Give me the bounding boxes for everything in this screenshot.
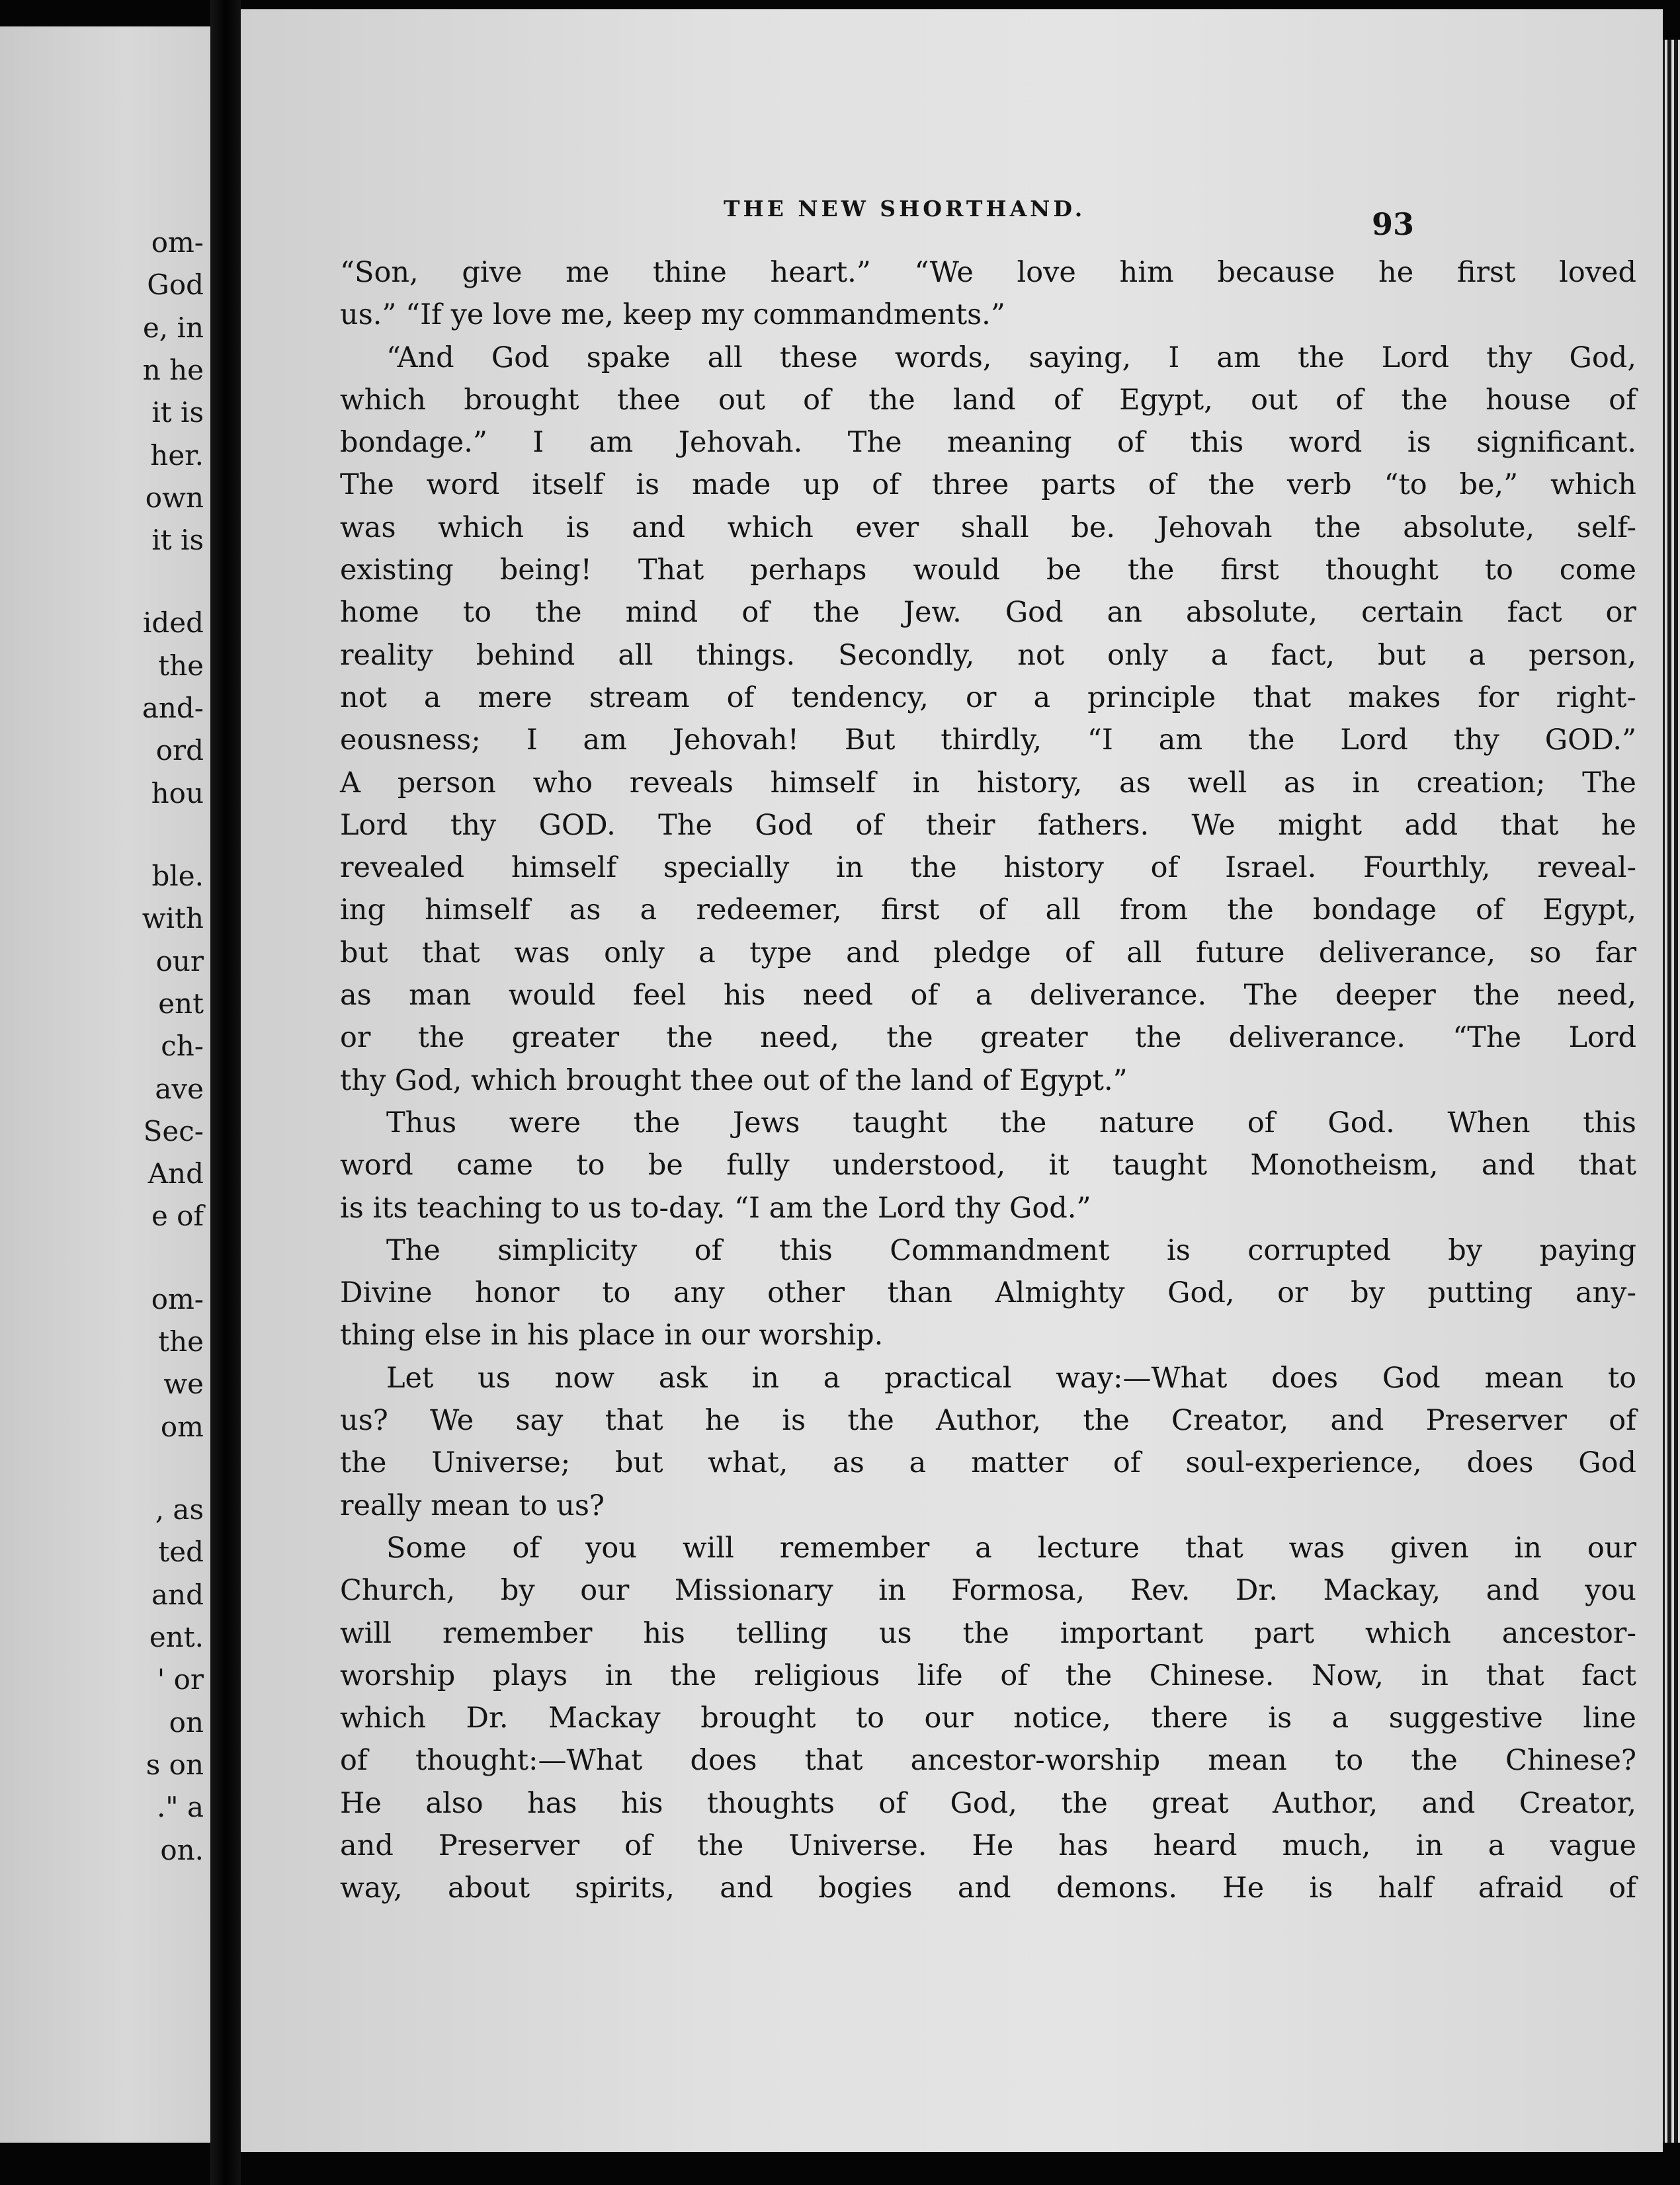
text-line: home to the mind of the Jew. God an absolute, certain fact or (340, 596, 1636, 630)
previous-page-text-fragment: Sec- (143, 1114, 204, 1147)
previous-page-text-fragment: ' or (157, 1663, 204, 1696)
previous-page-text-fragment: our (155, 944, 204, 977)
previous-page-text-fragment: the (158, 1325, 204, 1358)
text-line: was which is and which ever shall be. Jehovah the absolute, self- (340, 511, 1636, 544)
text-line: which brought thee out of the land of Egypt, out of the house of (340, 383, 1636, 417)
previous-page-text-fragment: on (169, 1706, 204, 1739)
text-line: will remember his telling us the important part which ancestor- (340, 1616, 1636, 1650)
text-line: ing himself as a redeemer, first of all from the bondage of Egypt, (340, 893, 1636, 927)
text-line: the Universe; but what, as a matter of soul-experience, does God (340, 1446, 1636, 1480)
text-line: or the greater the need, the greater the deliverance. “The Lord (340, 1021, 1636, 1055)
text-line: eousness; I am Jehovah! But thirdly, “I am the Lord thy GOD.” (340, 723, 1636, 757)
previous-page-text-fragment: and- (142, 692, 204, 725)
previous-page-text-fragment: om- (151, 1282, 204, 1315)
previous-page-text-fragment: and (151, 1578, 204, 1611)
text-line: us.” “If ye love me, keep my commandments.” (340, 298, 1005, 332)
text-line: He also has his thoughts of God, the great Author, and Creator, (340, 1786, 1636, 1820)
text-line: us? We say that he is the Author, the Creator, and Preserver of (340, 1404, 1636, 1438)
text-line: reality behind all things. Secondly, not only a fact, but a person, (340, 638, 1636, 672)
page-edges (1663, 40, 1680, 2143)
previous-page-text-fragment: om (160, 1410, 204, 1443)
text-line: not a mere stream of tendency, or a principle that makes for right- (340, 680, 1636, 714)
text-line: thy God, which brought thee out of the land of Egypt.” (340, 1063, 1128, 1097)
previous-page-text-fragment: e, in (142, 311, 204, 344)
previous-page-text-fragment: her. (150, 438, 204, 472)
text-line: thing else in his place in our worship. (340, 1319, 884, 1352)
text-line: which Dr. Mackay brought to our notice, there is a suggestive line (340, 1702, 1636, 1735)
previous-page-text-fragment: s on (146, 1748, 204, 1781)
text-line: really mean to us? (340, 1489, 605, 1522)
text-line: word came to be fully understood, it taught Monotheism, and that (340, 1149, 1636, 1182)
text-line: existing being! That perhaps would be the first thought to come (340, 554, 1636, 587)
text-line: but that was only a type and pledge of all future deliverance, so far (340, 936, 1636, 969)
previous-page-text-fragment: And (147, 1157, 204, 1190)
previous-page-text-fragment: ." a (156, 1791, 204, 1824)
previous-page-text-fragment: with (142, 902, 204, 935)
page-number: 93 (1372, 206, 1415, 242)
previous-page-text-fragment: ord (155, 734, 204, 767)
previous-page-text-fragment: n he (142, 353, 204, 386)
text-line: Church, by our Missionary in Formosa, Rev. Dr. Mackay, and you (340, 1574, 1636, 1608)
body-text (340, 251, 1636, 1910)
text-line: bondage.” I am Jehovah. The meaning of this word is significant. (340, 426, 1636, 460)
text-line: of thought:—What does that ancestor-worship mean to the Chinese? (340, 1744, 1636, 1778)
previous-page-text-fragment: it is (151, 396, 204, 429)
text-line: Some of you will remember a lecture that was given in our (386, 1531, 1636, 1565)
previous-page-text-fragment: ch- (161, 1030, 204, 1063)
previous-page-text-fragment: e of (151, 1200, 204, 1233)
text-line: Let us now ask in a practical way:—What does God mean to (386, 1361, 1636, 1395)
previous-page-text-fragment: om- (151, 226, 204, 259)
previous-page-text-fragment: hou (151, 776, 204, 809)
book-page (241, 9, 1663, 2152)
previous-page-text-fragment: ble. (151, 860, 204, 893)
text-line: Divine honor to any other than Almighty God, or by putting any- (340, 1276, 1636, 1310)
previous-page-text-fragment: on. (160, 1833, 204, 1866)
text-line: “Son, give me thine heart.” “We love him because he first loved (340, 256, 1636, 289)
previous-page-text-fragment: God (147, 268, 204, 302)
text-line: is its teaching to us to-day. “I am the Lord thy God.” (340, 1191, 1091, 1225)
previous-page-text-fragment: the (158, 649, 204, 682)
running-head: THE NEW SHORTHAND. (724, 196, 1086, 222)
previous-page-text-fragment: ent. (149, 1621, 204, 1654)
previous-page-text-fragment: own (145, 481, 204, 514)
text-line: revealed himself specially in the history of Israel. Fourthly, reveal- (340, 851, 1636, 885)
previous-page-text-fragment: it is (151, 524, 204, 557)
book-gutter (210, 0, 241, 2185)
text-line: “And God spake all these words, saying, I am the Lord thy God, (386, 341, 1636, 374)
text-line: as man would feel his need of a deliverance. The deeper the need, (340, 979, 1636, 1012)
text-line: A person who reveals himself in history, as well as in creation; The (340, 766, 1636, 800)
previous-page-text-fragment: , as (155, 1493, 204, 1526)
previous-page-text-fragment: ent (158, 987, 204, 1020)
text-line: and Preserver of the Universe. He has heard much, in a vague (340, 1829, 1636, 1862)
previous-page-text-fragment: ided (142, 606, 204, 639)
text-line: Thus were the Jews taught the nature of God. When this (386, 1106, 1636, 1139)
previous-page-fragment (0, 26, 210, 2143)
previous-page-text-fragment: ave (155, 1072, 204, 1105)
text-line: worship plays in the religious life of the Chinese. Now, in that fact (340, 1659, 1636, 1692)
previous-page-text-fragment: ted (158, 1536, 204, 1569)
text-line: The simplicity of this Commandment is corrupted by paying (386, 1233, 1636, 1267)
previous-page-text-fragment: we (163, 1368, 204, 1401)
text-line: Lord thy GOD. The God of their fathers. We might add that he (340, 808, 1636, 842)
text-line: The word itself is made up of three parts of the verb “to be,” which (340, 468, 1636, 502)
text-line: way, about spirits, and bogies and demons. He is half afraid of (340, 1872, 1636, 1905)
